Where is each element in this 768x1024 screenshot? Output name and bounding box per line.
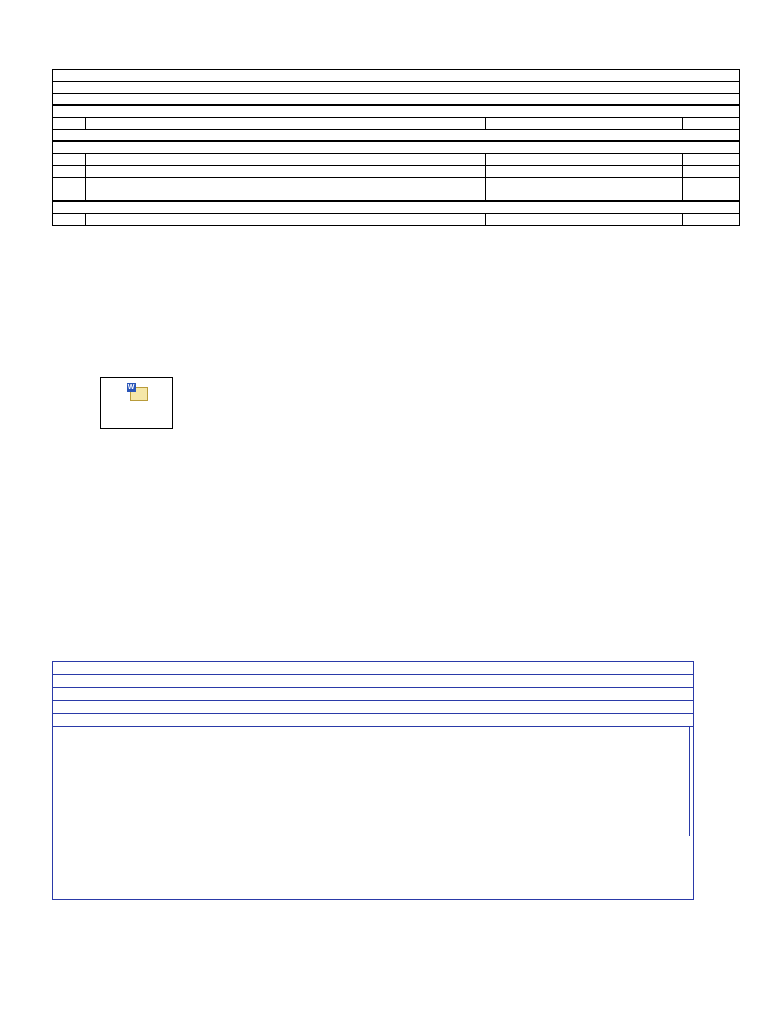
- row-particulars: [86, 178, 486, 202]
- periodical-section-row: [53, 201, 740, 214]
- row-particulars: [86, 166, 486, 178]
- rbi-title: [53, 70, 740, 82]
- nse-title-row: [53, 662, 693, 674]
- nse-section-row: [53, 701, 693, 713]
- word-document-icon: W: [127, 383, 147, 401]
- done-check-icon: [683, 166, 740, 178]
- table-row: [53, 178, 740, 202]
- header-done: [683, 118, 740, 130]
- rbi-subtitle-row: [53, 82, 740, 94]
- header-sl: [53, 214, 86, 226]
- row-sl: [53, 178, 86, 202]
- blank-row: [53, 94, 740, 106]
- row-time: [486, 166, 683, 178]
- header-particulars: [86, 214, 486, 226]
- rbi-subtitle: [53, 82, 740, 94]
- monthly-title: [53, 141, 740, 154]
- blank-row: [53, 130, 740, 142]
- nse-subtitle-row: [53, 675, 693, 687]
- header-particulars: [86, 154, 486, 166]
- done-check-icon: [683, 178, 740, 202]
- row-time: [486, 178, 683, 202]
- header-done: [683, 154, 740, 166]
- table-row: [53, 166, 740, 178]
- annual-section-row: [53, 105, 740, 118]
- rbi-checklist: [52, 69, 739, 226]
- header-time: [486, 154, 683, 166]
- row-sl: [53, 166, 86, 178]
- nse-checklist: [52, 661, 694, 900]
- annual-title: [53, 105, 740, 118]
- header-sl: [53, 154, 86, 166]
- header-time: [486, 214, 683, 226]
- rbi-table: [52, 69, 740, 226]
- periodical-header-row: [53, 214, 740, 226]
- periodical-title: [53, 201, 740, 214]
- monthly-header-row: [53, 154, 740, 166]
- header-done: [683, 214, 740, 226]
- word-document-object[interactable]: [100, 377, 173, 429]
- header-sl: [53, 118, 86, 130]
- header-time: [486, 118, 683, 130]
- monthly-section-row: [53, 141, 740, 154]
- rbi-title-row: [53, 70, 740, 82]
- annual-header-row: [53, 118, 740, 130]
- header-particulars: [86, 118, 486, 130]
- nse-header-row: [53, 714, 693, 726]
